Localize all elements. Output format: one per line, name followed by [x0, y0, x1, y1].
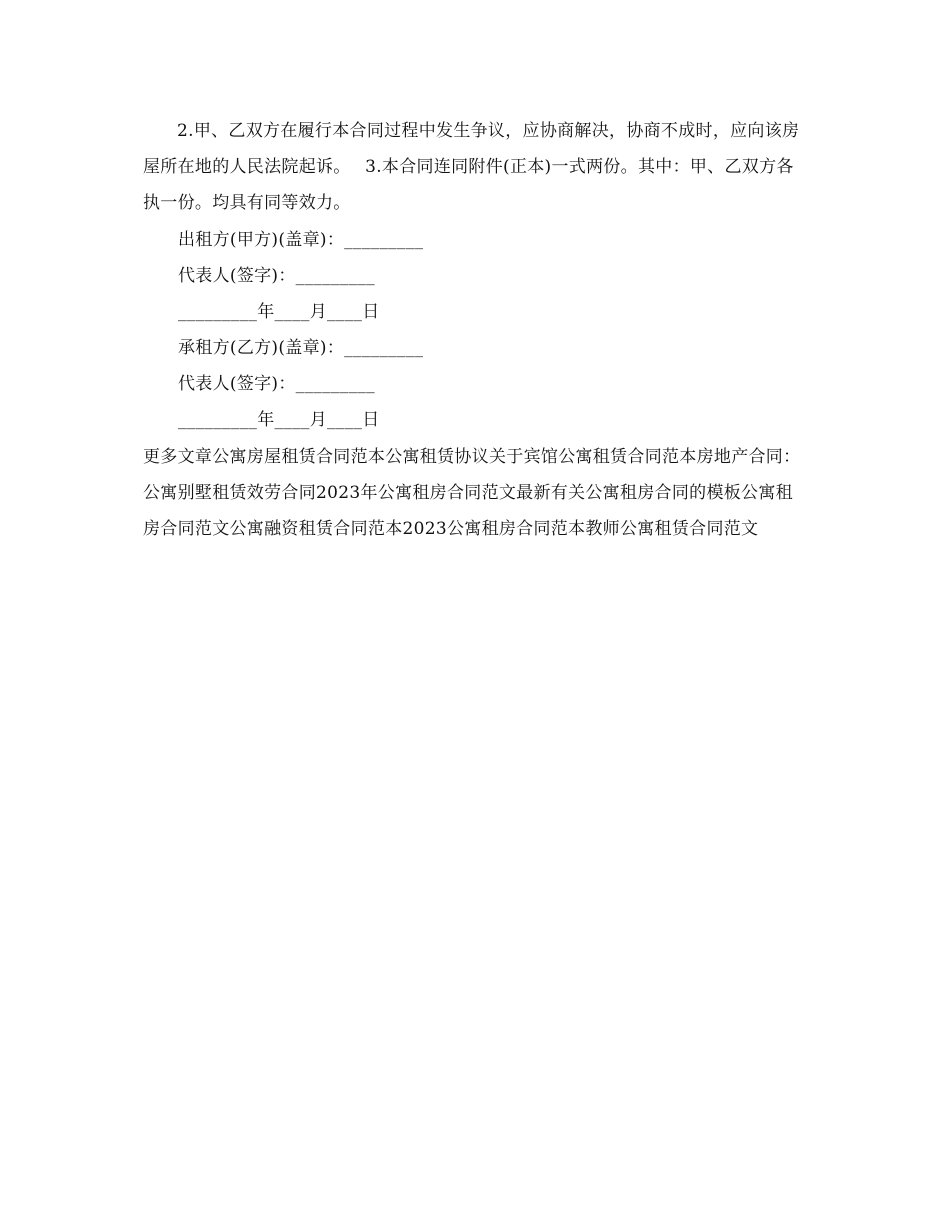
lessor-date-line: _________年____月____日: [178, 302, 380, 322]
lessor-seal-line: 出租方(甲方)(盖章)：_________: [178, 230, 424, 250]
lessor-representative-line: 代表人(签字)：_________: [178, 266, 375, 286]
related-articles-paragraph: 更多文章公寓房屋租赁合同范本公寓租赁协议关于宾馆公寓租赁合同范本房地产合同：公寓别墅租赁效劳合同2023年公寓租房合同范文最新有关公寓租房合同的模板公寓租房合同范文公寓融资租赁合同范本2023公寓租房合同范本教师公寓租赁合同范文: [143, 447, 801, 539]
lessee-seal-line: 承租方(乙方)(盖章)：_________: [178, 338, 424, 358]
lessee-representative-line: 代表人(签字)：_________: [178, 374, 375, 394]
signature-block: [178, 222, 423, 438]
dispute-clause-paragraph: 2.甲、乙双方在履行本合同过程中发生争议，应协商解决，协商不成时，应向该房屋所在地的人民法院起诉。 3.本合同连同附件(正本)一式两份。其中：甲、乙双方各执一份。均具有同等效力。: [143, 121, 800, 213]
lessee-date-line: _________年____月____日: [178, 410, 380, 430]
